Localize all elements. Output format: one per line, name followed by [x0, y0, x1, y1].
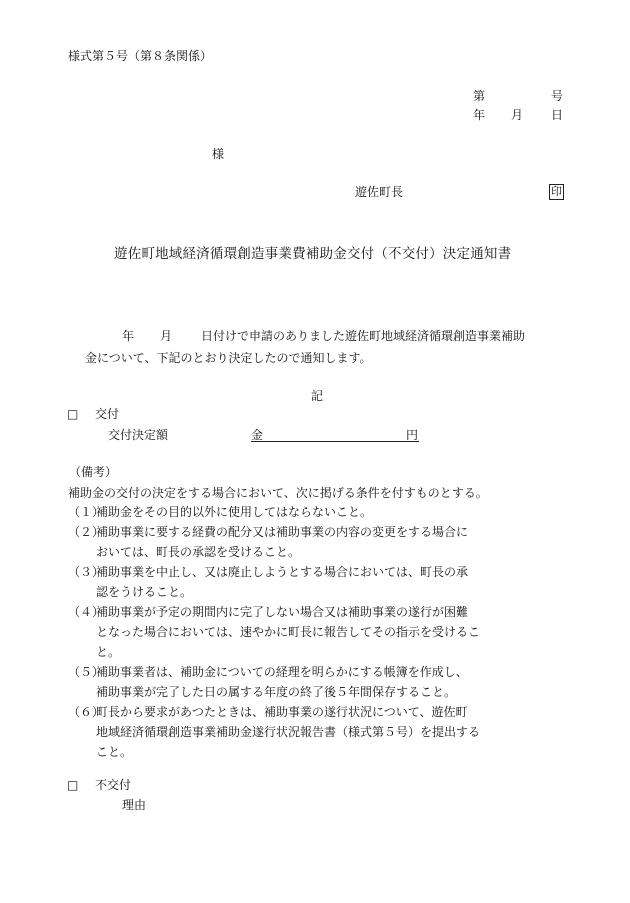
- body-month: 月: [160, 329, 173, 343]
- remark-line: 補助事業に要する経費の配分又は補助事業の内容の変更をする場合に: [96, 525, 469, 539]
- grant-amount-field: [251, 429, 419, 442]
- non-grant-label: 不交付: [95, 778, 132, 792]
- seal-text: 印: [551, 185, 562, 198]
- remark-number: （５）: [68, 665, 105, 679]
- grant-checkbox-glyph: □: [67, 407, 79, 421]
- remarks-intro: 補助金の交付の決定をする場合において、次に掲げる条件を付すものとする。: [68, 486, 488, 500]
- remark-line: こと。: [96, 745, 133, 759]
- remark-line: となった場合においては、速やかに町長に報告してその指示を受けるこ: [96, 625, 481, 639]
- doc-number-suffix: 号: [551, 89, 564, 103]
- date-day: 日: [551, 108, 564, 122]
- non-grant-reason-label: 理由: [122, 798, 147, 812]
- non-grant-checkbox[interactable]: [67, 779, 78, 791]
- remark-line: 補助事業を中止し、又は廃止しようとする場合においては、町長の承: [96, 565, 469, 579]
- remark-line: おいては、町長の承認を受けること。: [96, 545, 301, 559]
- remark-line: 補助事業が予定の期間内に完了しない場合又は補助事業の遂行が困難: [96, 605, 469, 619]
- document-title: 遊佐町地域経済循環創造事業費補助金交付（不交付）決定通知書: [114, 246, 512, 262]
- remark-line: 補助金をその目的以外に使用してはならないこと。: [96, 505, 373, 519]
- seal-mark: [549, 184, 564, 200]
- grant-amount-label: 交付決定額: [108, 428, 169, 442]
- addressee-suffix: 様: [212, 147, 225, 161]
- remark-line: と。: [96, 645, 121, 659]
- date-year: 年: [473, 108, 486, 122]
- remark-line: 補助事業が完了した日の属する年度の終了後５年間保存すること。: [96, 685, 457, 699]
- amount-underline: [251, 429, 419, 442]
- remark-number: （２）: [68, 525, 105, 539]
- body-line2: 金について、下記のとおり決定したので通知します。: [85, 351, 372, 365]
- issuer: 遊佐町長: [355, 185, 404, 199]
- remark-number: （１）: [68, 505, 105, 519]
- amount-prefix: 金: [251, 428, 264, 442]
- remark-number: （４）: [68, 605, 105, 619]
- body-year: 年: [122, 329, 135, 343]
- grant-checkbox[interactable]: [67, 408, 78, 420]
- date-month: 月: [511, 108, 524, 122]
- remark-line: 補助事業者は、補助金についての経理を明らかにする帳簿を作成し、: [96, 665, 468, 679]
- remark-line: 認をうけること。: [96, 585, 193, 599]
- remark-line: 地域経済循環創造事業補助金遂行状況報告書（様式第５号）を提出する: [96, 725, 481, 739]
- amount-suffix: 円: [406, 428, 419, 442]
- doc-number-prefix: 第: [473, 89, 486, 103]
- body-line1: 日付けで申請のありました遊佐町地域経済循環創造事業補助: [201, 329, 526, 343]
- non-grant-checkbox-glyph: □: [67, 778, 79, 792]
- remarks-heading: （備考）: [69, 465, 118, 479]
- remark-number: （３）: [68, 565, 105, 579]
- grant-label: 交付: [95, 407, 120, 421]
- form-number: 様式第５号（第８条関係）: [68, 49, 213, 63]
- ki-heading: 記: [311, 389, 324, 403]
- remark-line: 町長から要求があつたときは、補助事業の遂行状況について、遊佐町: [96, 705, 468, 719]
- remark-number: （６）: [68, 705, 105, 719]
